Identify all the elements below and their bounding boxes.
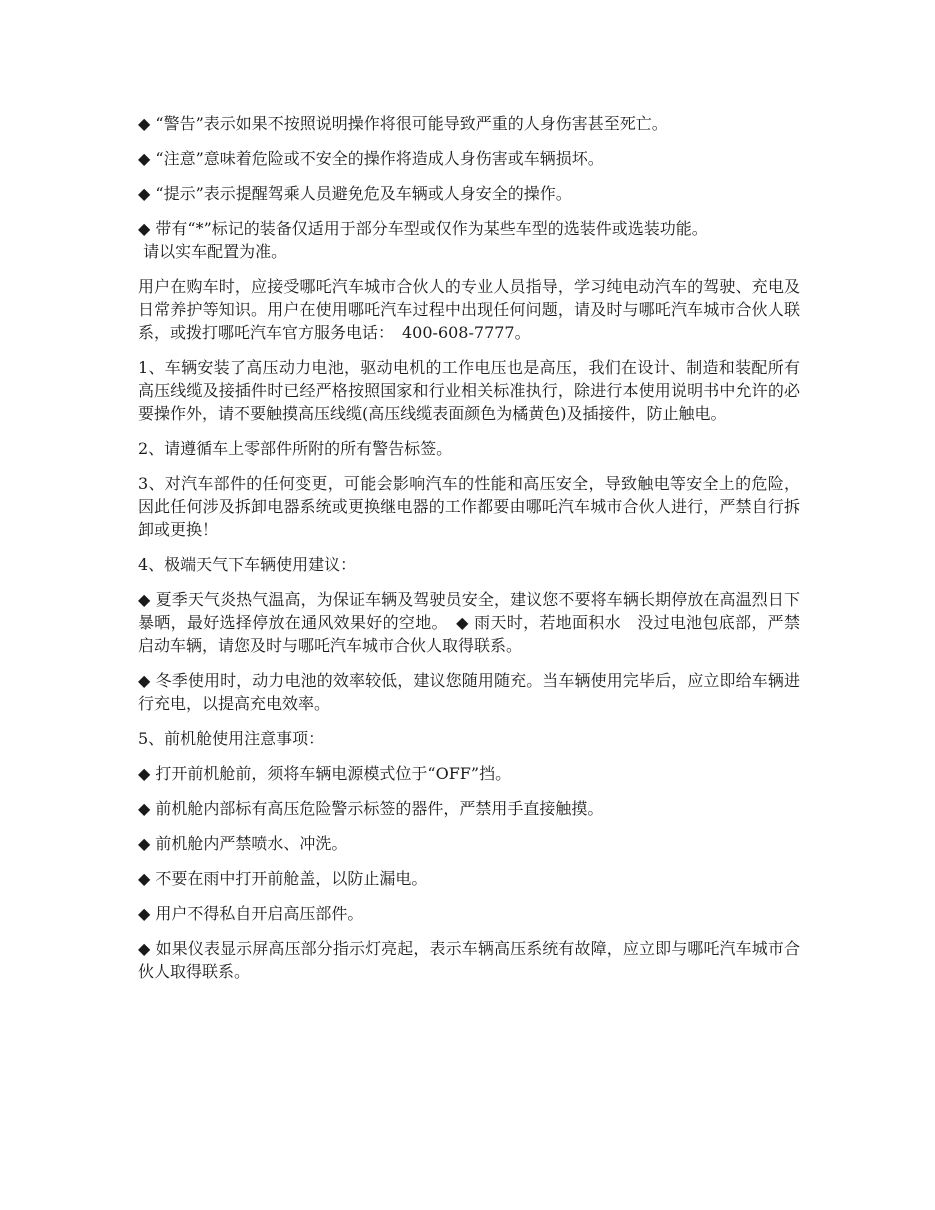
caution-definition: ◆ “注意”意味着危险或不安全的操作将造成人身伤害或车辆损坏。 (138, 149, 604, 168)
front-compartment-no-water: ◆ 前机舱内严禁喷水、冲洗。 (138, 834, 348, 853)
indicator-light-warning: ◆ 如果仪表显示屏高压部分指示灯亮起，表示车辆高压系统有故障，应立即与哪吒汽车城市合伙人取得联系。 (138, 939, 800, 981)
warning-definition: ◆ “警告”表示如果不按照说明操作将很可能导致严重的人身伤害甚至死亡。 (138, 114, 668, 133)
notice-definition: ◆ “提示”表示提醒驾乘人员避免危及车辆或人身安全的操作。 (138, 184, 572, 203)
warning-labels-item-2: 2、请遵循车上零部件所附的所有警告标签。 (138, 439, 453, 458)
modification-item-3: 3、对汽车部件的任何变更，可能会影响汽车的性能和高压安全，导致触电等安全上的危险，因此任何涉及拆卸电器系统或更换继电器的工作都要由哪吒汽车城市合伙人进行，严禁自行拆卸或更换！ (138, 474, 800, 539)
summer-rain-advice: ◆ 夏季天气炎热气温高，为保证车辆及驾驶员安全，建议您不要将车辆长期停放在高温烈日下暴晒，最好选择停放在通风效果好的空地。 ◆ 雨天时，若地面积水 没过电池包底部，严禁启动车辆，请您及时与哪吒汽车城市合伙人取得联系。 (138, 590, 800, 655)
document-body (138, 112, 800, 995)
winter-advice: ◆ 冬季使用时，动力电池的效率较低，建议您随用随充。当车辆使用完毕后，应立即给车辆进行充电，以提高充电效率。 (138, 671, 800, 713)
high-voltage-parts-warning: ◆ 用户不得私自开启高压部件。 (138, 904, 364, 923)
high-voltage-item-1: 1、车辆安装了高压动力电池，驱动电机的工作电压也是高压，我们在设计、制造和装配所有高压线缆及接插件时已经严格按照国家和行业相关标准执行，除进行本使用说明书中允许的必要操作外，请不要触摸高压线缆(高压线缆表面颜色为橘黄色)及插接件，防止触电。 (138, 358, 800, 423)
front-compartment-off-mode: ◆ 打开前机舱前，须将车辆电源模式位于“OFF”挡。 (138, 764, 512, 783)
purchase-guidance: 用户在购车时，应接受哪吒汽车城市合伙人的专业人员指导，学习纯电动汽车的驾驶、充电及日常养护等知识。用户在使用哪吒汽车过程中出现任何问题，请及时与哪吒汽车城市合伙人联系，或拨打哪吒汽车官方服务电话： 400-608-7777。 (138, 277, 800, 342)
front-compartment-heading: 5、前机舱使用注意事项： (138, 729, 325, 748)
extreme-weather-heading: 4、极端天气下车辆使用建议： (138, 555, 357, 574)
optional-equipment-note: ◆ 带有“*”标记的装备仅适用于部分车型或仅作为某些车型的选装件或选装功能。 请以实车配置为准。 (138, 219, 708, 261)
front-hood-rain-warning: ◆ 不要在雨中打开前舱盖，以防止漏电。 (138, 869, 428, 888)
front-compartment-no-touch: ◆ 前机舱内部标有高压危险警示标签的器件，严禁用手直接触摸。 (138, 799, 604, 818)
